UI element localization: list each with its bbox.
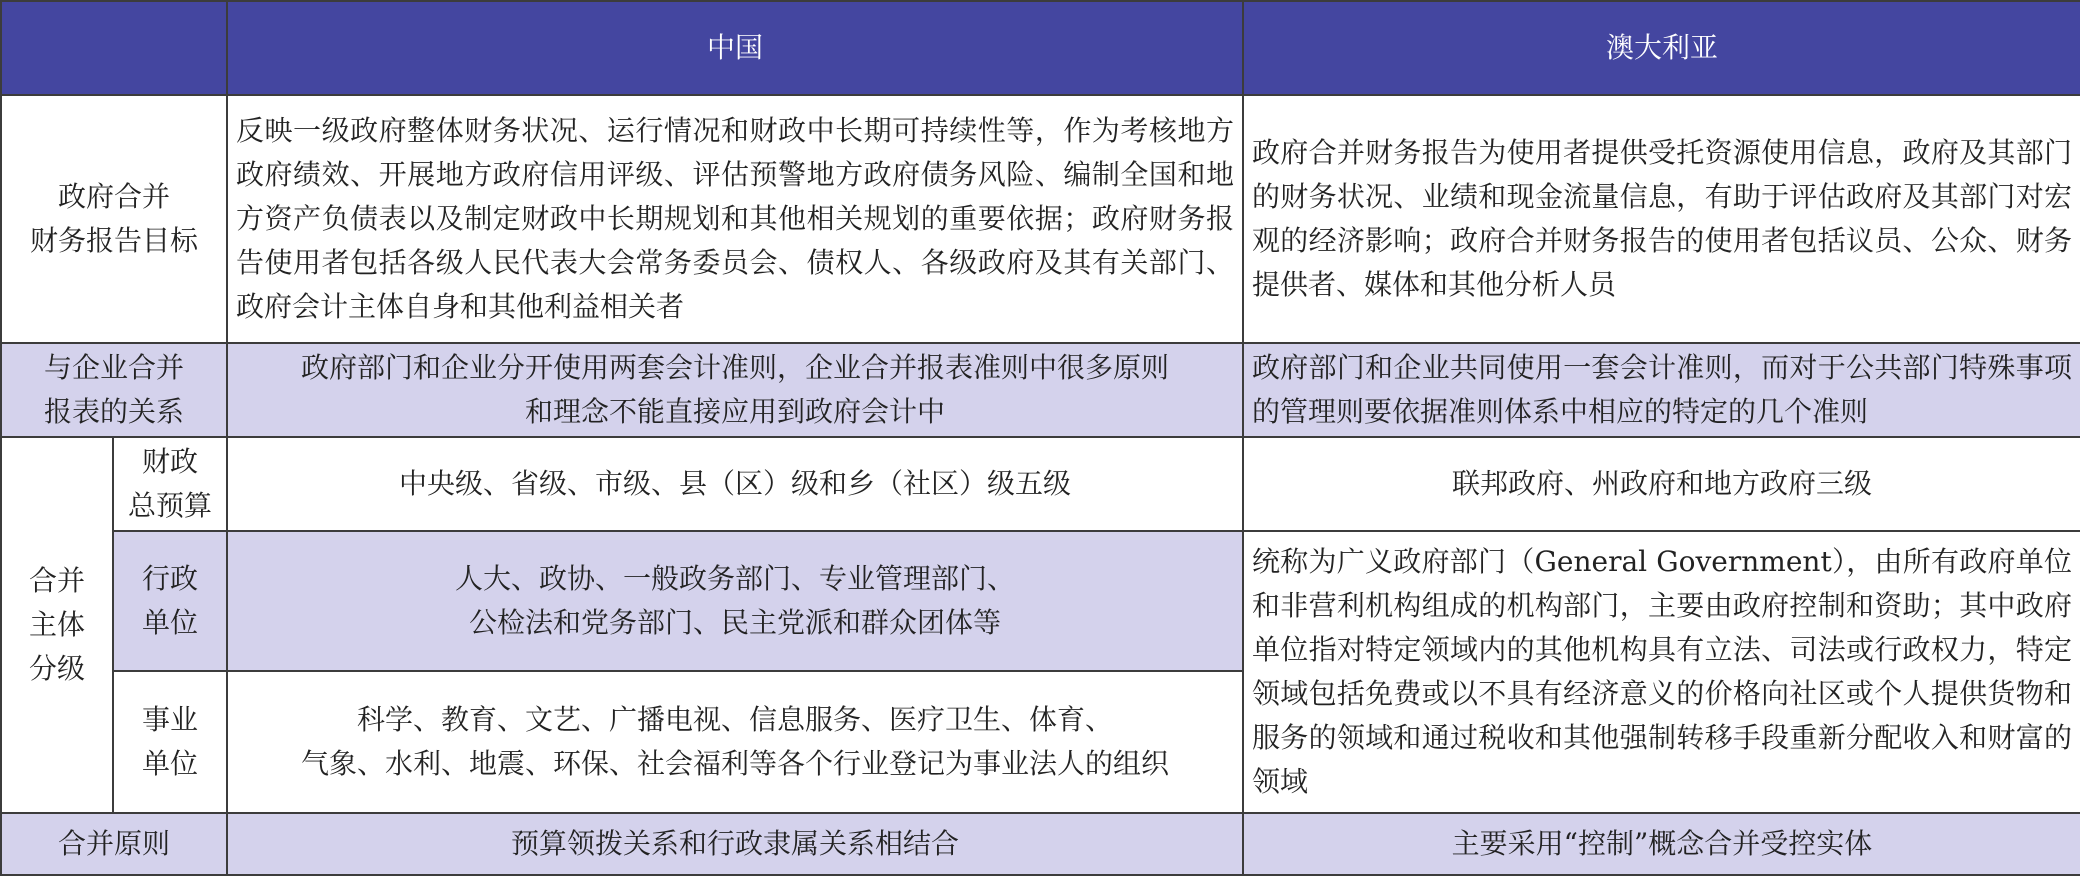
- budget-australia: 联邦政府、州政府和地方政府三级: [1243, 437, 2080, 531]
- entity-level-label: [1, 437, 113, 813]
- objective-china: 反映一级政府整体财务状况、运行情况和财政中长期可持续性等，作为考核地方政府绩效、开展地方政府信用评级、评估预警地方政府债务风险、编制全国和地方资产负债表以及制定财政中长期规划和其他相关规划的重要依据；政府财务报告使用者包括各级人民代表大会常务委员会、债权人、各级政府及其有关部门、政府会计主体自身和其他利益相关者: [227, 95, 1243, 343]
- row-relation: [1, 343, 2080, 437]
- label-line: 行政: [141, 562, 198, 595]
- admin-label: [113, 531, 227, 671]
- label-line: 财政: [141, 445, 198, 478]
- principle-china: 预算领拨关系和行政隶属关系相结合: [227, 813, 1243, 875]
- principle-label: 合并原则: [1, 813, 227, 875]
- general-government-australia: 统称为广义政府部门（General Government），由所有政府单位和非营利机构组成的机构部门，主要由政府控制和资助；其中政府单位指对特定领域内的其他机构具有立法、司法或行政权力，特定领域包括免费或以不具有经济意义的价格向社区或个人提供货物和服务的领域和通过税收和其他强制转移手段重新分配收入和财富的领域: [1243, 531, 2080, 813]
- institution-china: [227, 671, 1243, 813]
- label-line: 与企业合并: [43, 351, 184, 384]
- label-line: 财务报告目标: [29, 224, 198, 257]
- label-line: 总预算: [127, 489, 212, 522]
- text-line: 气象、水利、地震、环保、社会福利等各个行业登记为事业法人的组织: [300, 747, 1169, 780]
- header-row: [1, 1, 2080, 95]
- label-line: 单位: [141, 747, 198, 780]
- text-line: 人大、政协、一般政务部门、专业管理部门、: [454, 562, 1015, 595]
- admin-china: [227, 531, 1243, 671]
- text-line: 公检法和党务部门、民主党派和群众团体等: [468, 606, 1001, 639]
- label-line: 单位: [141, 606, 198, 639]
- relation-australia: 政府部门和企业共同使用一套会计准则，而对于公共部门特殊事项的管理则要依据准则体系中相应的特定的几个准则: [1243, 343, 2080, 437]
- objective-australia: 政府合并财务报告为使用者提供受托资源使用信息，政府及其部门的财务状况、业绩和现金流量信息，有助于评估政府及其部门对宏观的经济影响；政府合并财务报告的使用者包括议员、公众、财务提供者、媒体和其他分析人员: [1243, 95, 2080, 343]
- institution-label: [113, 671, 227, 813]
- row-budget: [1, 437, 2080, 531]
- label-line: 主体: [28, 608, 85, 641]
- text-line: 政府部门和企业分开使用两套会计准则，企业合并报表准则中很多原则: [300, 351, 1169, 384]
- budget-china: 中央级、省级、市级、县（区）级和乡（社区）级五级: [227, 437, 1243, 531]
- row-objective-label: [1, 95, 227, 343]
- label-line: 事业: [141, 703, 198, 736]
- label-line: 报表的关系: [43, 395, 184, 428]
- label-line: 合并: [28, 564, 85, 597]
- row-relation-label: [1, 343, 227, 437]
- budget-label: [113, 437, 227, 531]
- relation-china: [227, 343, 1243, 437]
- text-line: 和理念不能直接应用到政府会计中: [524, 395, 945, 428]
- principle-australia: 主要采用“控制”概念合并受控实体: [1243, 813, 2080, 875]
- header-corner: [1, 1, 227, 95]
- row-principle: [1, 813, 2080, 875]
- row-admin: [1, 531, 2080, 671]
- header-china: 中国: [227, 1, 1243, 95]
- text-line: 科学、教育、文艺、广播电视、信息服务、医疗卫生、体育、: [356, 703, 1113, 736]
- header-australia: 澳大利亚: [1243, 1, 2080, 95]
- label-line: 分级: [28, 652, 85, 685]
- row-objective: [1, 95, 2080, 343]
- label-line: 政府合并: [57, 180, 170, 213]
